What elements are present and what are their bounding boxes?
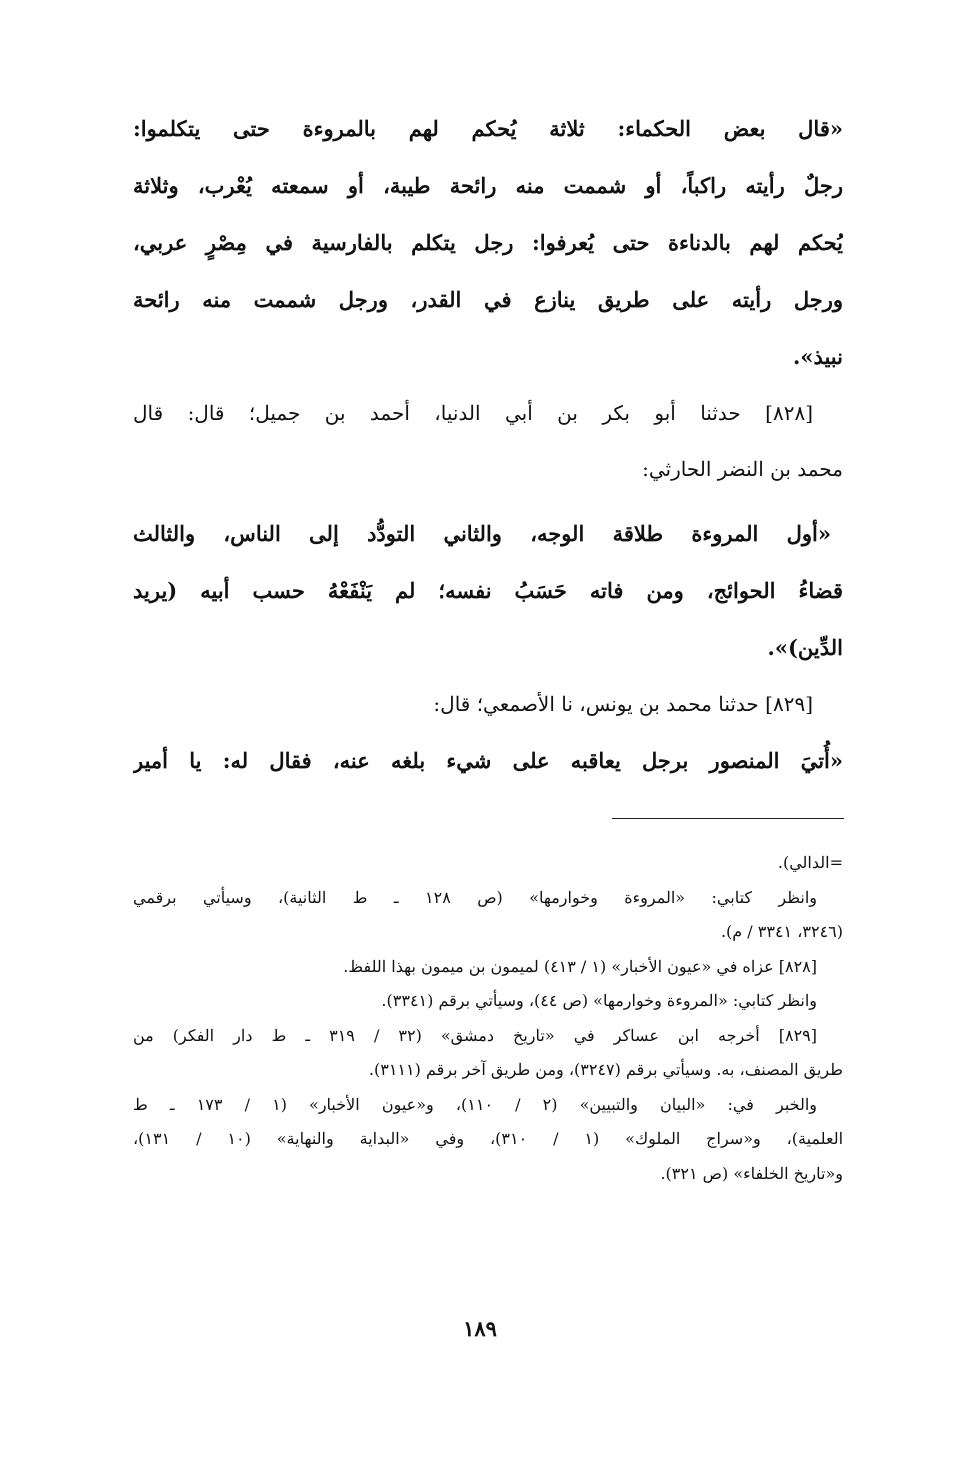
quote-line: ورجل رأيته على طريق ينازع في القدر، ورجل شممت منه رائحة <box>133 287 843 312</box>
quote-line: قضاءُ الحوائج، ومن فاته حَسَبُ نفسه؛ لم يَنْفَعْهُ حسب أبيه (يريد <box>133 578 843 603</box>
quote-line: «أول المروءة طلاقة الوجه، والثاني التودُّد إلى الناس، والثالث <box>133 521 831 546</box>
footnote-line: =الدالي). <box>777 853 843 872</box>
quote-line: «أُتيَ المنصور برجل يعاقبه على شيء بلغه عنه، فقال له: يا أمير <box>133 748 843 773</box>
narration-line: [٨٢٨] حدثنا أبو بكر بن أبي الدنيا، أحمد بن جميل؛ قال: قال <box>133 401 813 425</box>
footnote-line: [٨٢٨] عزاه في «عيون الأخبار» (١ / ٤١٣) لميمون بن ميمون بهذا اللفظ. <box>343 956 817 976</box>
footnote-line: وانظر كتابي: «المروءة وخوارمها» (ص ١٢٨ ـ ط الثانية)، وسيأتي برقمي <box>133 887 818 907</box>
quote-line: «قال بعض الحكماء: ثلاثة يُحكم لهم بالمروءة حتى يتكلموا: <box>133 116 843 141</box>
quote-line: رجلٌ رأيته راكباً، أو شممت منه رائحة طيبة، أو سمعته يُعْرب، وثلاثة <box>133 173 843 198</box>
footnote-line: (٣٢٤٦، ٣٣٤١ / م). <box>720 922 843 941</box>
footnote-line: العلمية)، و«سراج الملوك» (١ / ٣١٠)، وفي «البداية والنهاية» (١٠ / ١٣١)، <box>133 1129 843 1148</box>
narration-line: محمد بن النضر الحارثي: <box>642 457 843 481</box>
footnotes <box>133 846 843 1191</box>
narration-line: [٨٢٩] حدثنا محمد بن يونس، نا الأصمعي؛ قال: <box>433 692 813 716</box>
quote-line: يُحكم لهم بالدناءة حتى يُعرفوا: رجل يتكلم بالفارسية في مِصْرٍ عربي، <box>133 230 843 255</box>
footnote-line: والخبر في: «البيان والتبيين» (٢ / ١١٠)، و«عيون الأخبار» (١ / ١٧٣ ـ ط <box>133 1094 818 1114</box>
main-text <box>133 100 843 789</box>
quote-line: الدِّين)». <box>767 635 843 660</box>
footnote-divider <box>612 818 844 819</box>
footnote-line: و«تاريخ الخلفاء» (ص ٣٢١). <box>660 1163 843 1183</box>
quote-line: نبيذ». <box>793 344 843 369</box>
footnote-line: طريق المصنف، به. وسيأتي برقم (٣٢٤٧)، ومن طريق آخر برقم (٣١١١). <box>368 1060 843 1079</box>
footnote-line: [٨٢٩] أخرجه ابن عساكر في «تاريخ دمشق» (٣٢ / ٣١٩ ـ ط دار الفكر) من <box>133 1025 818 1045</box>
footnote-line: وانظر كتابي: «المروءة وخوارمها» (ص ٤٤)، وسيأتي برقم (٣٣٤١). <box>381 991 817 1010</box>
page-number: ١٨٩ <box>463 1316 497 1341</box>
